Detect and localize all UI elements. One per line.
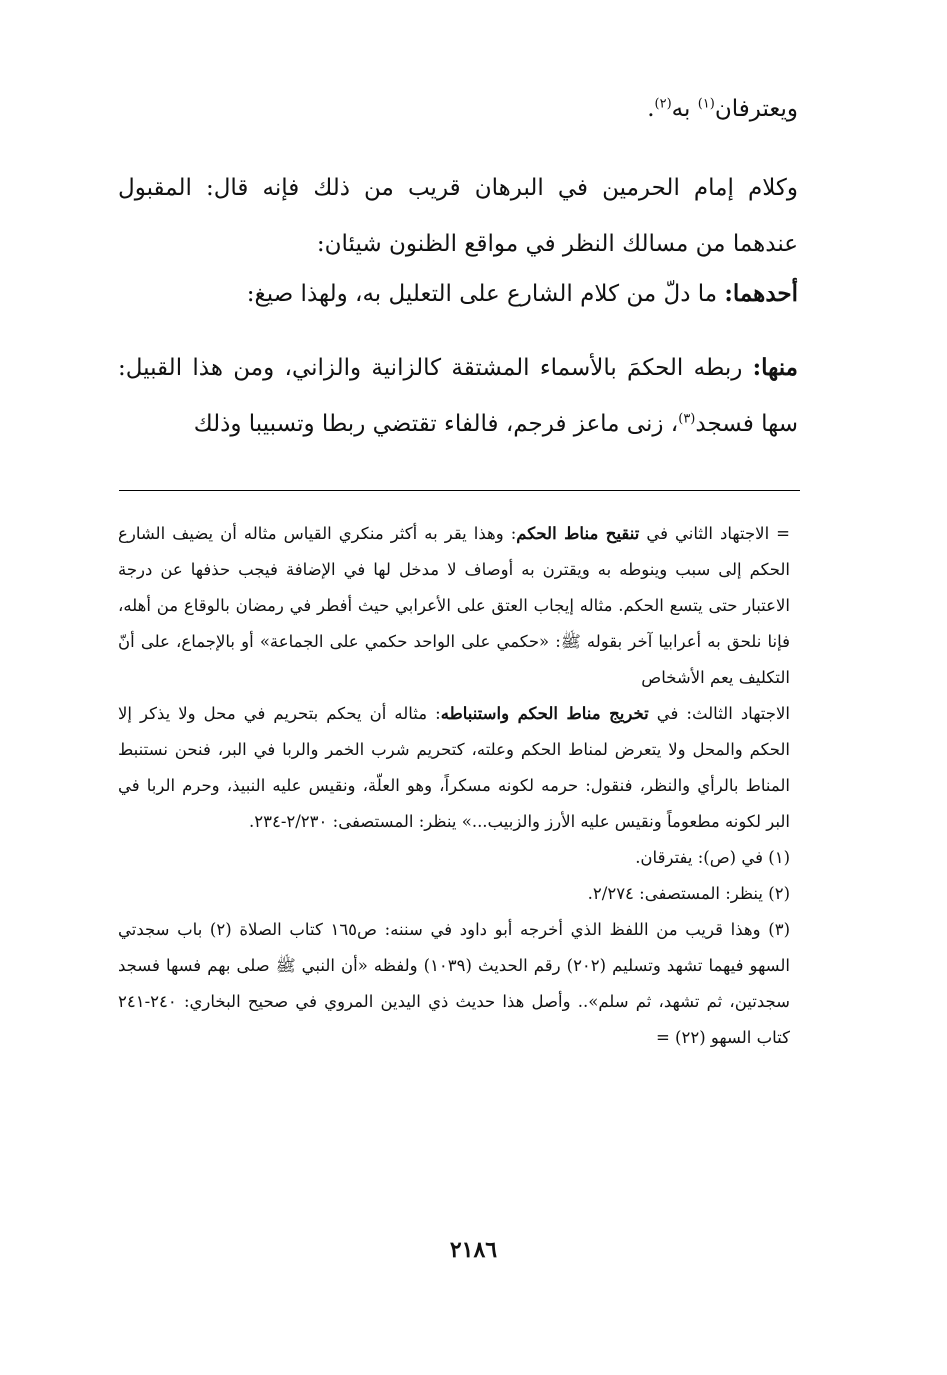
footnote-divider: [119, 490, 800, 491]
footnote-continuation: [118, 516, 790, 696]
note-term: تخريج مناط الحكم واستنباطه: [440, 704, 649, 723]
footnote-1: (١) في (ص): يفترقان.: [635, 848, 790, 867]
main-text-fragment: به: [671, 96, 698, 122]
note-text: : مثاله أن يحكم بتحريم في محل ولا يذكر إلا الحكم والمحل ولا يتعرض لمناط الحكم وعلته، كتحريم شرب الخمر والربا في البر، فنحن نستنبط المناط بالرأي والنظر، فنقول: حرمه لكونه مسكراً، وهو العلّة، ونقيس عليه النبيذ، وحرم الربا في البر لكونه مطعوماً ونقيس عليه الأرز والزبيب...» ينظر: المستصفى: ٢/٢٣٠-٢٣٤.: [118, 704, 790, 831]
main-line-1: [118, 96, 798, 122]
main-paragraph-2: وكلام إمام الحرمين في البرهان قريب من ذلك فإنه قال: المقبول عندهما من مسالك النظر في مواقع الظنون شيئان:: [118, 175, 798, 257]
footnote-3: (٣) وهذا قريب من اللفظ الذي أخرجه أبو داود في سننه: ص١٦٥ كتاب الصلاة (٢) باب سجدتي السهو فيهما تشهد وتسليم (٢٠٢) رقم الحديث (١٠٣٩) ولفظه «أن النبي ﷺ صلى بهم فسها فسجد سجدتين، ثم تشهد، ثم سلم».. وأصل هذا حديث ذي اليدين المروي في صحيح البخاري: ٢٤٠-٢٤١ كتاب السهو (٢٢) =: [118, 920, 791, 1047]
page-number: ٢١٨٦: [449, 1237, 498, 1263]
footnote-third-ijtihad: [118, 696, 790, 840]
footnote-ref-1[interactable]: (١): [697, 96, 715, 112]
paragraph-text: ربطه الحكمَ بالأسماء المشتقة كالزانية والزاني، ومن هذا القبيل: سها فسجد: [118, 355, 798, 437]
main-paragraph-4: [118, 340, 798, 452]
note-text: = الاجتهاد الثاني في: [639, 524, 791, 543]
footnote-ref-2[interactable]: (٢): [654, 96, 672, 112]
note-text: : وهذا يقر به أكثر منكري القياس مثاله أن يضيف الشارع الحكم إلى سبب وينوطه به ويقترن به أوصاف لا مدخل لها في الإضافة فيجب حذفها عن درجة الاعتبار حتى يتسع الحكم. مثاله إيجاب العتق على الأعرابي حيث أفطر في رمضان بالوقاع من أهله، فإنا نلحق به أعرابيا آخر بقوله ﷺ: «حكمي على الواحد حكمي على الجماعة» أو بالإجماع، على أنّ التكليف يعم الأشخاص: [118, 524, 790, 687]
paragraph-lead: أحدهما:: [724, 280, 798, 307]
paragraph-text: ما دلّ من كلام الشارع على التعليل به، ولهذا صيغ:: [246, 281, 725, 307]
main-paragraph-3: [118, 280, 798, 307]
paragraph-text: ، زنى ماعز فرجم، فالفاء تقتضي ربطا وتسبيبا وذلك: [193, 411, 679, 437]
footnotes: [118, 516, 790, 1056]
main-text-fragment: .: [647, 96, 655, 122]
note-term: تنقيح مناط الحكم: [516, 524, 640, 543]
main-text-fragment: ويعترفان: [714, 96, 798, 122]
footnote-ref-3[interactable]: (٣): [678, 411, 696, 427]
footnote-2: (٢) ينظر: المستصفى: ٢/٢٧٤.: [587, 884, 790, 903]
note-text: الاجتهاد الثالث: في: [648, 704, 790, 723]
paragraph-lead: منها:: [752, 354, 799, 381]
